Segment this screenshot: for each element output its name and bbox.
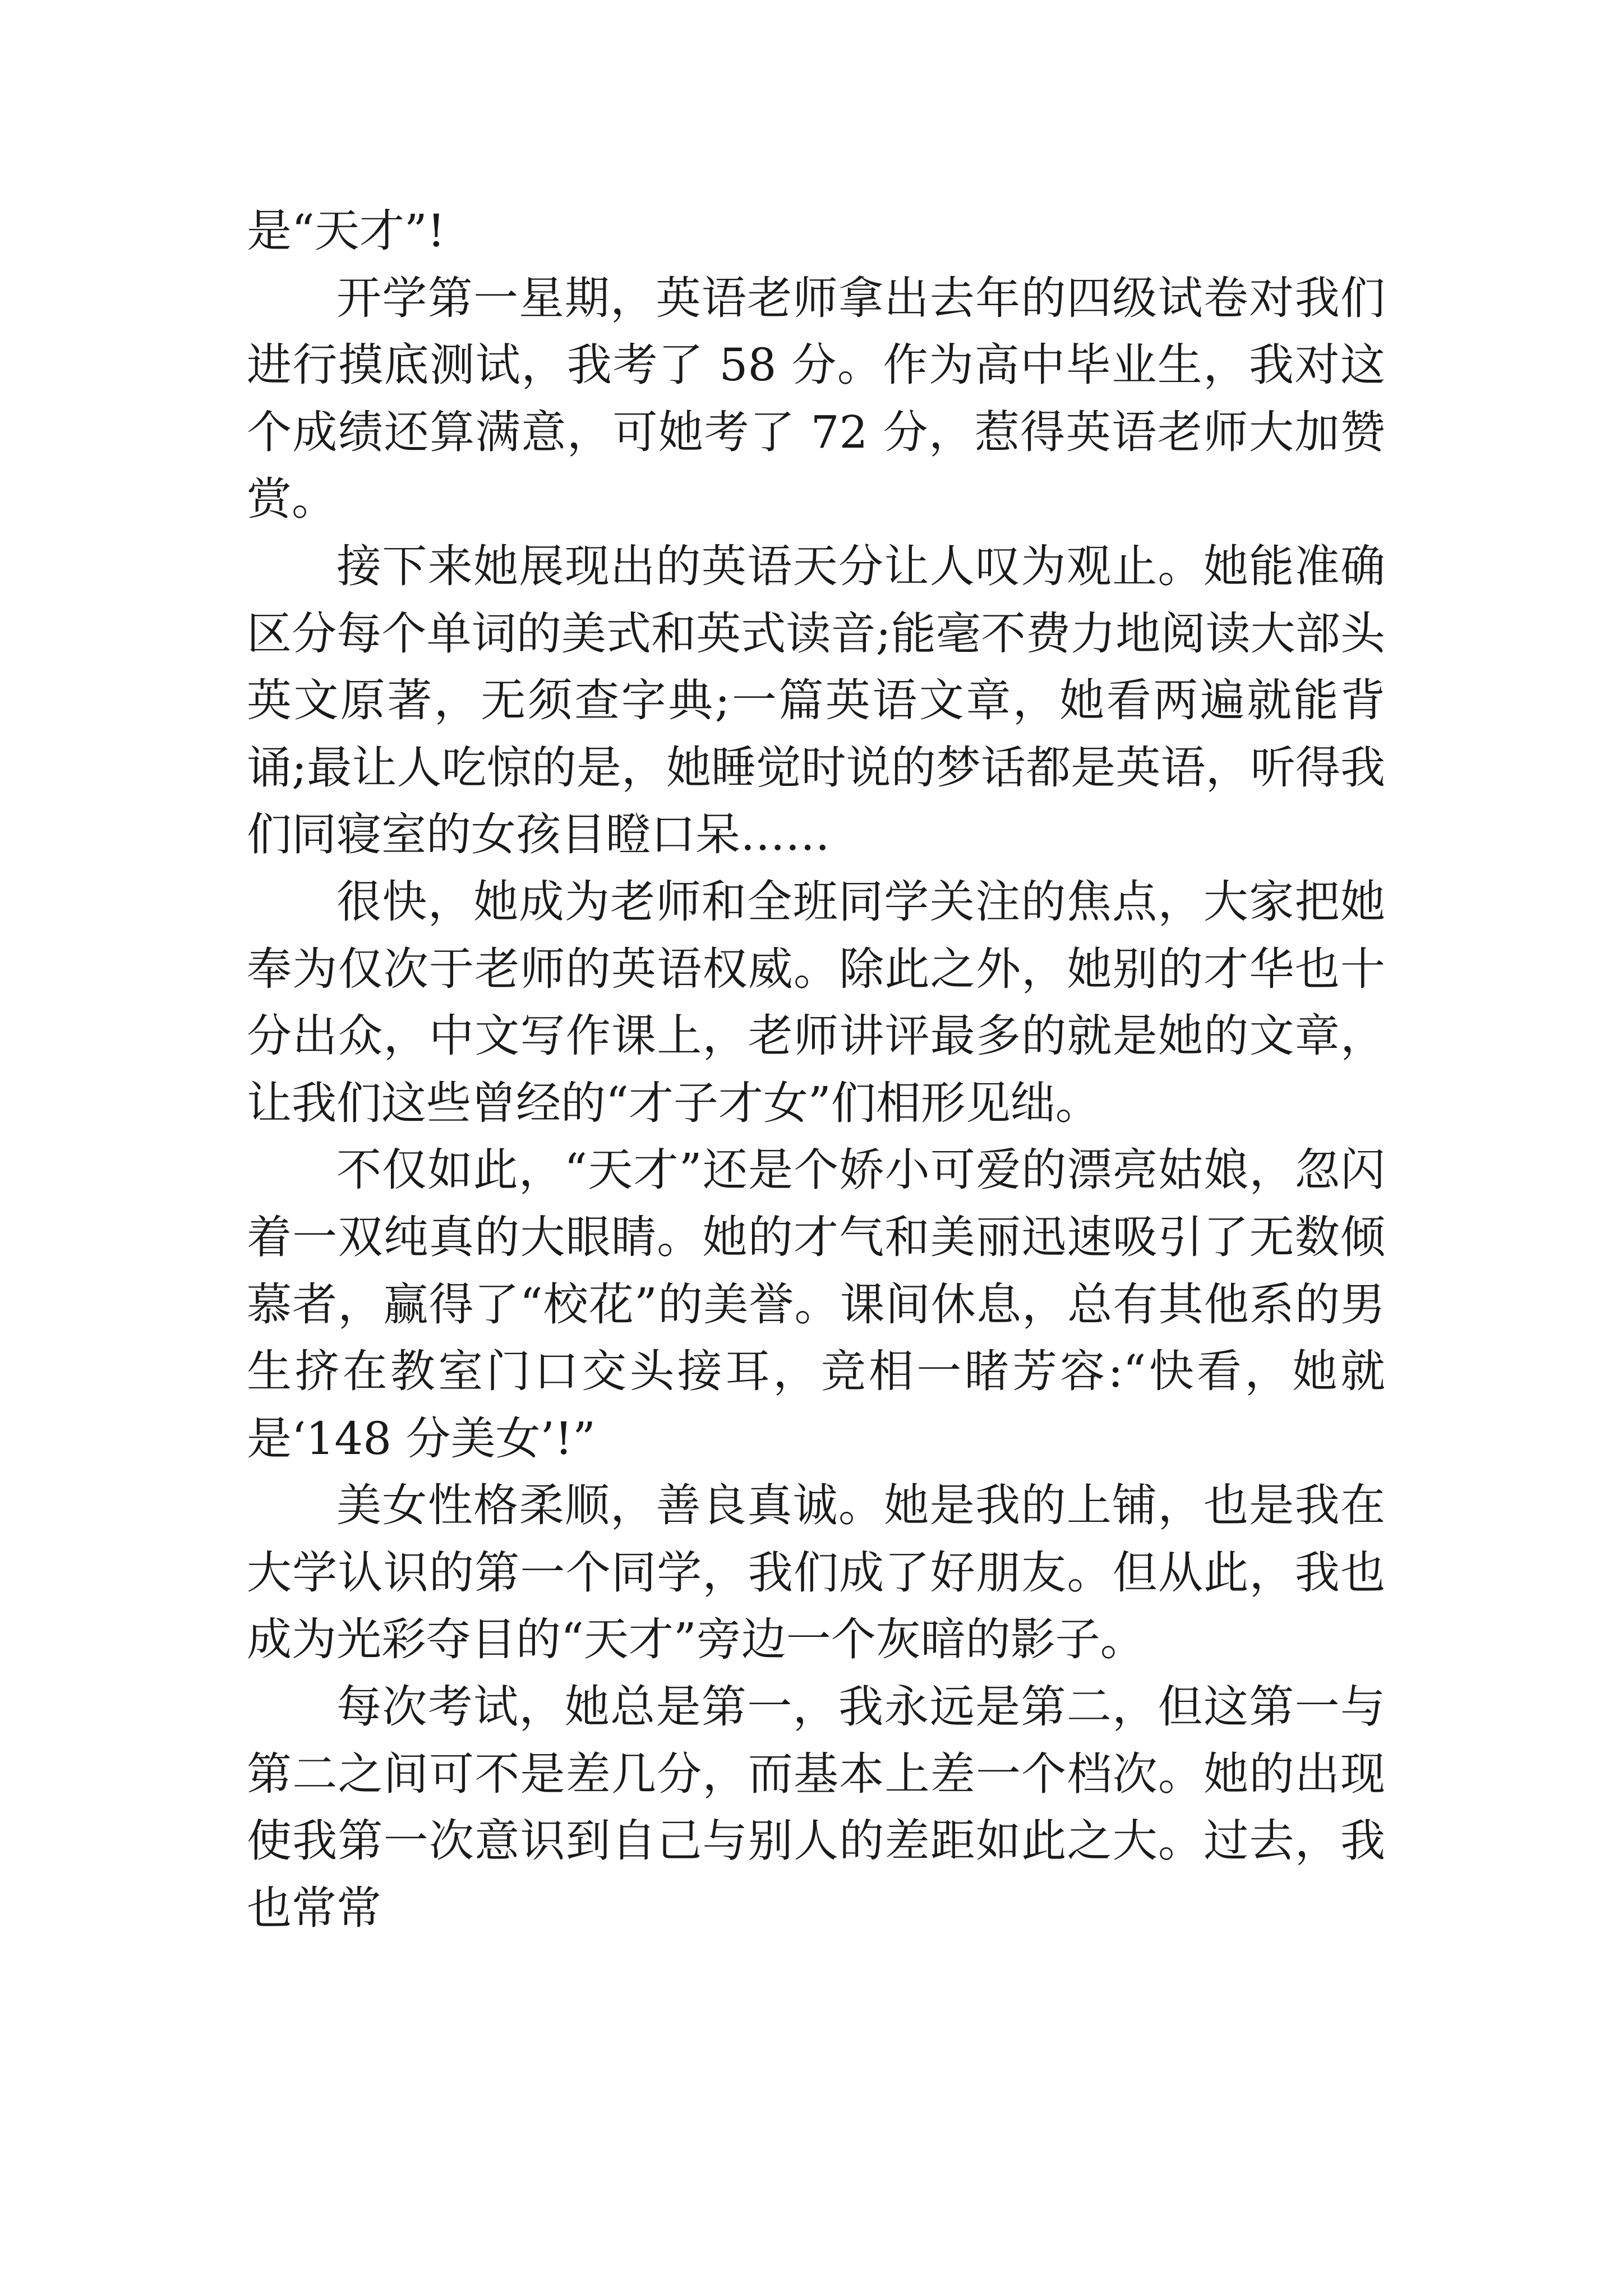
paragraph-continuation: 是“天才”! — [247, 205, 445, 257]
paragraph-exam-ranking: 每次考试，她总是第一，我永远是第二，但这第一与第二之间可不是差几分，而基本上差一个档次。她的出现使我第一次意识到自己与别人的差距如此之大。过去，我也常常 — [247, 1681, 1385, 1934]
paragraph-focus-of-attention: 很快，她成为老师和全班同学关注的焦点，大家把她奉为仅次于老师的英语权威。除此之外，她别的才华也十分出众，中文写作课上，老师讲评最多的就是她的文章，让我们这些曾经的“才子才女”们相形见绌。 — [247, 875, 1385, 1129]
article-body — [247, 197, 1385, 1941]
paragraph-english-test: 开学第一星期，英语老师拿出去年的四级试卷对我们进行摸底测试，我考了 58 分。作为高中毕业生，我对这个成绩还算满意，可她考了 72 分，惹得英语老师大加赞赏。 — [247, 272, 1385, 526]
paragraph-english-talent: 接下来她展现出的英语天分让人叹为观止。她能准确区分每个单词的美式和英式读音;能毫不费力地阅读大部头英文原著，无须查字典;一篇英语文章，她看两遍就能背诵;最让人吃惊的是，她睡觉时说的梦话都是英语，听得我们同寝室的女孩目瞪口呆…… — [247, 540, 1385, 861]
paragraph-beauty: 不仅如此，“天才”还是个娇小可爱的漂亮姑娘，忽闪着一双纯真的大眼睛。她的才气和美丽迅速吸引了无数倾慕者，赢得了“校花”的美誉。课间休息，总有其他系的男生挤在教室门口交头接耳，竞相一睹芳容:“快看，她就是‘148 分美女’!” — [247, 1144, 1385, 1465]
paragraph-friendship: 美女性格柔顺，善良真诚。她是我的上铺，也是我在大学认识的第一个同学，我们成了好朋友。但从此，我也成为光彩夺目的“天才”旁边一个灰暗的影子。 — [247, 1479, 1385, 1666]
